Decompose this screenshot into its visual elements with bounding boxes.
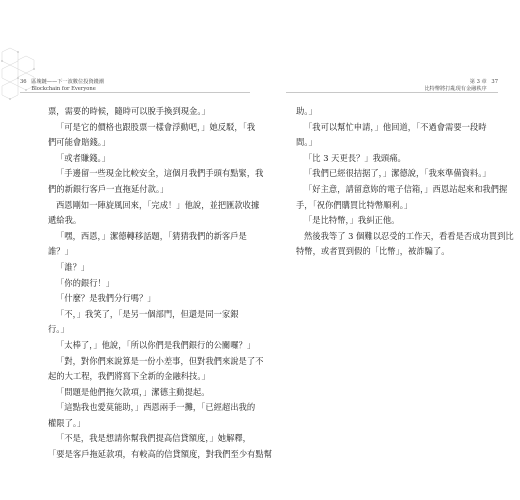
text-line: 「太棒了，」他說，「所以你們是我們銀行的公關囉？」 <box>56 339 256 350</box>
text-line: 「要是客戶拖延款項，有較高的信貸額度，對我們至少有點幫 <box>48 449 273 460</box>
paragraph <box>48 104 260 120</box>
paragraph <box>48 291 260 307</box>
text-line: 「誰？」 <box>56 261 90 272</box>
text-line: 「不是，我是想請你幫我們提高信貸額度，」她解釋， <box>56 433 251 444</box>
right-header-rule <box>286 92 498 93</box>
text-line: 然後我等了 3 個難以忍受的工作天，看看是否成功買到比 <box>304 230 514 241</box>
paragraph <box>48 354 264 385</box>
text-line: 「是比特幣，」我糾正他。 <box>304 215 400 226</box>
paragraph <box>296 182 508 213</box>
text-line: 「嘿，西恩，」潔德轉移話題，「猜猜我們的新客戶是 <box>56 230 247 241</box>
paragraph <box>48 307 260 338</box>
paragraph <box>296 229 514 260</box>
text-line: 「我可以幫忙申請，」他回道，「不過會需要一段時 <box>304 121 487 132</box>
text-line: 行。」 <box>48 324 69 335</box>
left-header-rule <box>20 92 250 93</box>
paragraph <box>296 151 496 167</box>
chapter-label: 第 3 章 <box>469 79 487 85</box>
text-line: 票，需要的時候，隨時可以脫手換到現金。」 <box>48 106 210 116</box>
text-line: 權限了。」 <box>48 417 86 428</box>
paragraph <box>48 385 260 401</box>
paragraph <box>48 151 260 167</box>
text-line: 手，「祝你們購買比特幣順利。」 <box>296 199 413 210</box>
text-line: 「可是它的價格也跟股票一樣會浮動吧，」她反駁，「我 <box>56 121 256 132</box>
paragraph <box>48 400 260 431</box>
right-running-head <box>424 79 498 93</box>
paragraph <box>48 120 260 151</box>
paragraph <box>296 104 496 120</box>
paragraph <box>296 120 496 151</box>
right-page-body <box>296 104 514 260</box>
text-line: 們的新銀行客戶一直拖延付款。」 <box>48 183 169 194</box>
left-page-body <box>48 104 273 463</box>
text-line: 誰？」 <box>48 246 73 257</box>
left-running-head <box>20 79 104 93</box>
text-line: 「好主意，請留意妳的電子信箱，」西恩站起來和我們握 <box>304 183 508 194</box>
paragraph <box>48 276 260 292</box>
text-line: 「什麼？是我們分行嗎？」 <box>56 293 156 304</box>
left-page-number: 36 <box>20 79 27 85</box>
text-line: 間。」 <box>296 137 317 148</box>
right-page-number: 37 <box>491 79 498 85</box>
text-line: 「對，對你們來說算是一份小差事，但對我們來說是了不 <box>56 355 264 366</box>
text-line: 西恩剛如一陣旋風回來，「完成！」他說，並把匯款收據 <box>56 199 260 210</box>
paragraph <box>48 198 260 229</box>
text-line: 起的大工程，我們將寫下全新的金融科技。」 <box>48 371 210 382</box>
paragraph <box>48 431 273 462</box>
text-line: 「或者賺錢。」 <box>56 152 110 163</box>
text-line: 「比 3 天更長？」我頭痛。 <box>304 152 406 163</box>
chapter-title: 比特幣將打亂現有金融秩序 <box>424 86 487 92</box>
text-line: 們可能會賠錢。」 <box>48 137 111 148</box>
paragraph <box>48 229 260 260</box>
paragraph <box>48 166 264 197</box>
book-title: 區塊鏈——下一波數位投資錢潮 <box>31 79 104 85</box>
text-line: 遞給我。 <box>48 215 82 226</box>
text-line: 「問題是他們拖欠款項，」潔德主動提起。 <box>56 386 210 397</box>
text-line: 「這點我也愛莫能助，」西恩兩手一攤，「已經超出我的 <box>56 402 256 413</box>
paragraph <box>296 166 496 182</box>
paragraph <box>48 338 260 354</box>
text-line: 「不，」我笑了，「是另一個部門，但還是同一家銀 <box>56 308 239 319</box>
paragraph <box>48 260 260 276</box>
text-line: 「手邊留一些現金比較安全，這個月我們手頭有點緊，我 <box>56 168 264 179</box>
text-line: 助。」 <box>296 106 317 116</box>
paragraph <box>296 213 496 229</box>
text-line: 「你的銀行！」 <box>56 277 115 288</box>
text-line: 「我們已經很拮据了，」潔德說，「我來準備資料。」 <box>304 168 491 179</box>
book-subtitle: Blockchain for Everyone <box>31 86 96 92</box>
text-line: 特幣，或者買到假的「比幣」，被詐騙了。 <box>296 246 450 257</box>
